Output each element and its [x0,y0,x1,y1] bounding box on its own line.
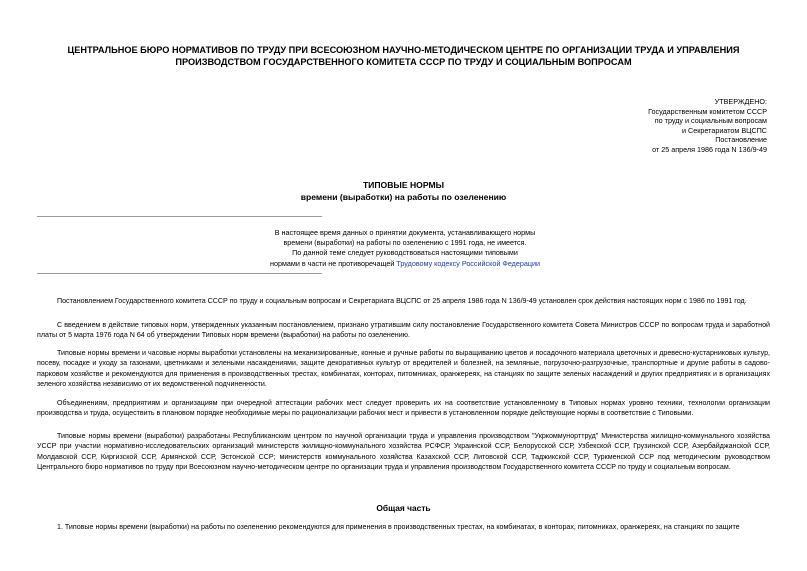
section-item-1: 1. Типовые нормы времени (выработки) на работы по озеленению рекомендуются для применения в производственных трестах, на комбинатах, в конторах, питомниках, оранжереях, на станциях по защите [57,523,740,531]
issuer-header [60,44,747,68]
document-title [60,180,747,203]
notice-line: По данной теме следует руководствоваться настоящими типовыми [292,248,518,258]
notice-line: В настоящее время данных о принятии документа, устанавливающего нормы [274,228,536,237]
approval-line: Государственным комитетом СССР [648,106,767,116]
divider-bottom [37,273,322,274]
approval-line: УТВЕРЖДЕНО: [714,97,767,106]
document-title-line-1: ТИПОВЫЕ НОРМЫ [362,180,445,190]
issuer-header-line-2: ПРОИЗВОДСТВОМ ГОСУДАРСТВЕННОГО КОМИТЕТА СССР ПО ТРУДУ И СОЦИАЛЬНЫМ ВОПРОСАМ [175,57,632,67]
section-heading: Общая часть [376,503,431,513]
notice-line-prefix: нормами в части не противоречащей [269,258,397,268]
status-notice [240,228,570,269]
divider-top [37,216,322,217]
paragraph-validity: Постановлением Государственного комитета СССР по труду и социальным вопросам и Секретариата ВЦСПС от 25 апреля 1986 года N 136/9-49 установлен срок действия настоящих норм с 1986 по 1991 год. [57,297,747,305]
approval-block [537,97,767,155]
paragraph-developers: Типовые нормы времени (выработки) разработаны Республиканским центром по научной организации труда и управления производством "Укркоммунорттруд" Министерства жилищно-коммунального хозяйства УССР при участии нормативно-исследовательских организаций министерств жилищно-коммунального хозяйства РСФСР, Украинской ССР, Белорусской ССР, Узбекской ССР, Грузинской ССР, Азербайджанской ССР, Молдавской ССР, Киргизской ССР, Армянской ССР, Эстонской ССР; министерств коммунального хозяйства Казахской ССР, Литовской ССР, Таджикской ССР, Туркменской ССР под методическим руководством Центрального бюро нормативов по труду при Всесоюзном научно-методическом центре по организации труда и управления производством Государственного комитета СССР по труду и социальным вопросам. [37,432,770,472]
notice-line: времени (выработки) на работы по озеленению с 1991 года, не имеется. [283,238,527,248]
approval-line: по труду и социальным вопросам [654,116,767,126]
paragraph-repeal: С введением в действие типовых норм, утвержденных указанным постановлением, признано утратившим силу постановление Государственного комитета Совета Министров СССР по вопросам труда и заработной платы от 5 марта 1976 года N 64 об утверждении Типовых норм времени (выработки) на работы по озеленению. [37,321,770,340]
issuer-header-line-1: ЦЕНТРАЛЬНОЕ БЮРО НОРМАТИВОВ ПО ТРУДУ ПРИ ВСЕСОЮЗНОМ НАУЧНО-МЕТОДИЧЕСКОМ ЦЕНТРЕ ПО ОРГАНИЗАЦИИ ТРУДА И УПРАВЛЕНИЯ [67,45,740,55]
labor-code-link[interactable]: Трудовому кодексу Российской Федерации [396,258,540,268]
approval-line: и Секретариатом ВЦСПС [682,125,767,135]
approval-line: от 25 апреля 1986 года N 136/9-49 [652,144,767,154]
document-title-line-2: времени (выработки) на работы по озеленению [300,191,507,202]
notice-line [240,259,570,269]
approval-line: Постановление [715,135,767,145]
paragraph-scope: Типовые нормы времени и часовые нормы выработки установлены на механизированные, конные и ручные работы по выращиванию цветов и посадочного материала цветочных и древесно-кустарниковых культур, посеву, посадке и уходу за газонами, цветниками и зелеными насаждениями, защите декоративных культур от вредителей и болезней, на земляные, погрузочно-разгрузочные, транспортные и другие работы в садово-парковом хозяйстве и рекомендуются для применения в производственных трестах, комбинатах, конторах, питомниках, оранжереях, на станциях по защите зеленых насаждений и других предприятиях и в организациях зеленого хозяйства независимо от их ведомственной подчиненности. [37,349,770,389]
paragraph-certification: Объединениям, предприятиям и организациям при очередной аттестации рабочих мест следует проверить их на соответствие установленному в Типовых нормах уровню техники, технологии организации производства и труда, осуществить в плановом порядке необходимые меры по рационализации рабочих мест и привести в установленном порядке действующие нормы в соответствие с Типовыми. [37,399,770,418]
